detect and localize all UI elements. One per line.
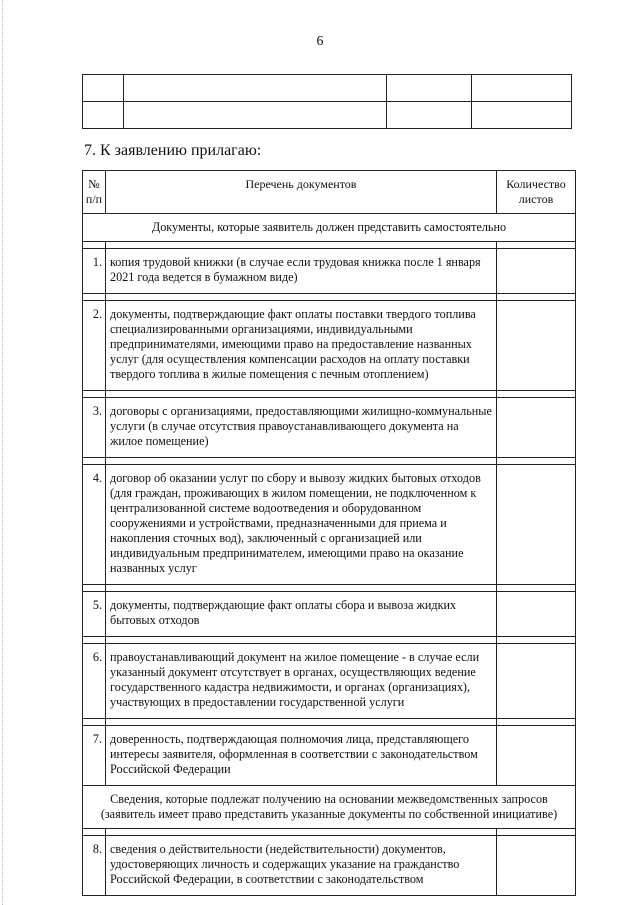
group-row-interagency [83,786,576,829]
row-number: 7. [83,726,106,786]
table-row [83,301,576,391]
group-label: Сведения, которые подлежат получению на основании межведомственных запросов (заявитель имеет право представить указанные документы по собственной инициативе) [83,786,576,829]
header-documents: Перечень документов [106,171,497,214]
row-sheets [497,301,576,391]
table-row [83,398,576,458]
table-row [83,644,576,719]
row-text: договоры с организациями, предоставляющими жилищно-коммунальные услуги (в случае отсутствия правоустанавливающего документа на жилое помещение) [106,398,497,458]
row-sheets [497,592,576,637]
row-sheets [497,465,576,585]
header-sheets: Количество листов [497,171,576,214]
row-number: 2. [83,301,106,391]
page-number: 6 [316,34,324,49]
row-sheets [497,249,576,294]
row-number: 4. [83,465,106,585]
table-row [83,75,572,102]
row-sheets [497,644,576,719]
table-row [83,592,576,637]
header-number: № п/п [83,171,106,214]
row-text: правоустанавливающий документ на жилое помещение - в случае если указанный документ отсутствует в органах, осуществляющих ведение государственного кадастра недвижимости, и органах (организациях), участвующих в предоставлении государственной услуги [106,644,497,719]
row-sheets [497,836,576,896]
table-row [83,102,572,129]
group-row-self [83,214,576,242]
row-number: 6. [83,644,106,719]
table-row [83,726,576,786]
table-row [83,836,576,896]
table-header-row [83,171,576,214]
row-number: 1. [83,249,106,294]
page-edge-dots [2,0,3,905]
row-text: документы, подтверждающие факт оплаты сбора и вывоза жидких бытовых отходов [106,592,497,637]
documents-table [82,170,576,896]
row-text: сведения о действительности (недействительности) документов, удостоверяющих личность и содержащих указание на гражданство Российской Федерации, в соответствии с законодательством [106,836,497,896]
row-number: 5. [83,592,106,637]
row-text: документы, подтверждающие факт оплаты поставки твердого топлива специализированными организациями, индивидуальными предпринимателями, имеющими право на предоставление названных услуг (для осуществления компенсации расходов на оплату поставки твердого топлива в жилые помещения с печным отоплением) [106,301,497,391]
row-sheets [497,726,576,786]
previous-table-fragment [82,74,572,129]
row-number: 3. [83,398,106,458]
table-row [83,249,576,294]
group-label: Документы, которые заявитель должен представить самостоятельно [83,214,576,242]
section-title: 7. К заявлению прилагаю: [84,142,262,159]
row-text: копия трудовой книжки (в случае если трудовая книжка после 1 января 2021 года ведется в бумажном виде) [106,249,497,294]
row-text: доверенность, подтверждающая полномочия лица, представляющего интересы заявителя, оформленная в соответствии с законодательством Российской Федерации [106,726,497,786]
row-text: договор об оказании услуг по сбору и вывозу жидких бытовых отходов (для граждан, проживающих в жилом помещении, не подключенном к централизованной системе водоотведения и оборудованном сооружениями и устройствами, предназначенными для приема и накопления сточных вод), заключенный с организацией или индивидуальным предпринимателем, имеющими право на оказание названных услуг [106,465,497,585]
row-sheets [497,398,576,458]
row-number: 8. [83,836,106,896]
table-row [83,465,576,585]
